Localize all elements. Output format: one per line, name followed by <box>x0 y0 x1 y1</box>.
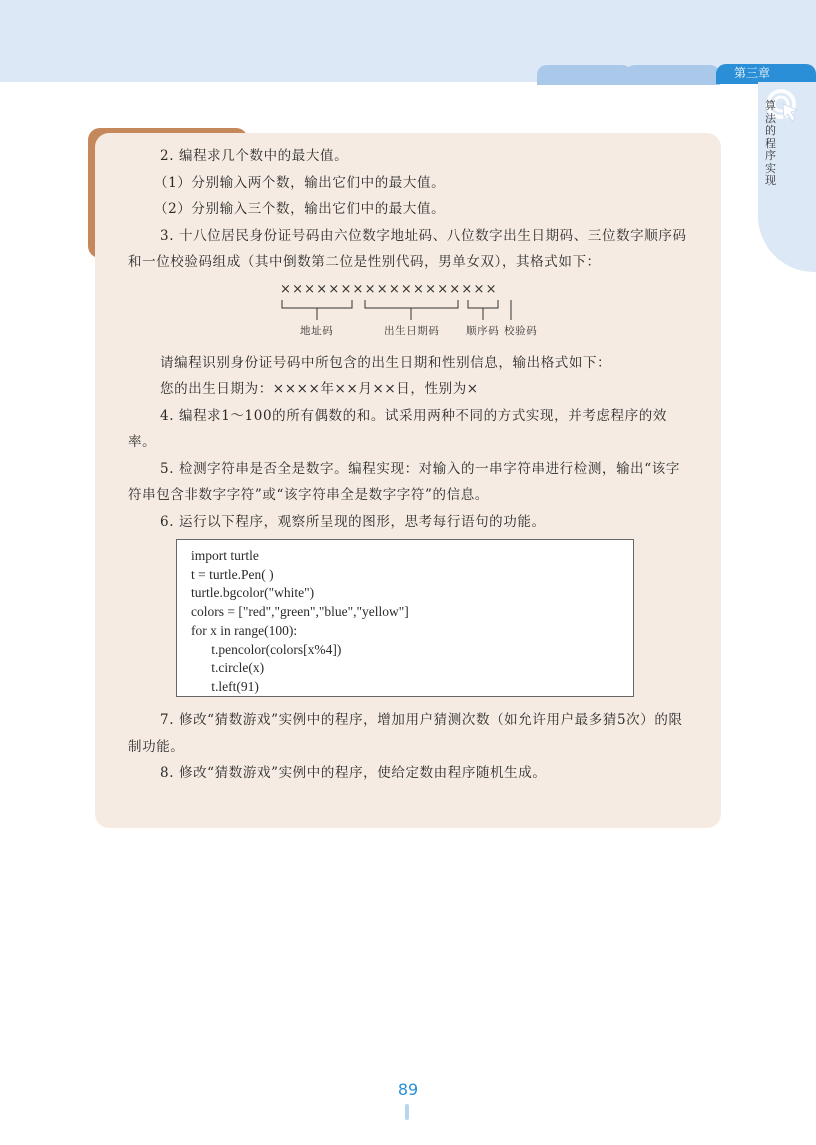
code-line: colors = ["red","green","blue","yellow"] <box>191 604 409 620</box>
page-number: 89 <box>397 1080 419 1099</box>
exercise-3-format: 您的出生日期为：××××年××月××日，性别为× <box>160 381 479 397</box>
exercise-3: 3. 十八位居民身份证号码由六位数字地址码、八位数字出生日期码、三位数字顺序码和一位校验码组成（其中倒数第二位是性别代码，男单女双），其格式如下： <box>128 227 687 270</box>
code-line: t.pencolor(colors[x%4]) <box>191 641 342 657</box>
label-sequence: 顺序码 <box>466 324 500 337</box>
code-box <box>176 539 634 697</box>
exercise-2-1: （1）分别输入两个数，输出它们中的最大值。 <box>154 174 446 191</box>
code-line: for x in range(100): <box>191 622 298 638</box>
page-number-bar <box>405 1104 409 1120</box>
exercise-2-2: （2）分别输入三个数，输出它们中的最大值。 <box>154 201 446 217</box>
exercise-4: 4. 编程求1～100的所有偶数的和。试采用两种不同的方式实现，并考虑程序的效率。 <box>128 407 667 450</box>
exercise-3-requirement: 请编程识别身份证号码中所包含的出生日期和性别信息，输出格式如下： <box>160 354 612 371</box>
code-line: t.left(91) <box>191 678 259 694</box>
exercise-5: 5. 检测字符串是否全是数字。编程实现：对输入的一串字符串进行检测，输出“该字符串包含非数字字符”或“该字符串全是数字字符”的信息。 <box>128 460 680 503</box>
label-birth: 出生日期码 <box>384 324 440 337</box>
label-check: 校验码 <box>504 324 538 337</box>
chapter-tab-placeholder-1 <box>537 65 632 85</box>
label-address: 地址码 <box>300 324 334 337</box>
exercise-8: 8. 修改“猜数游戏”实例中的程序，使给定数由程序随机生成。 <box>160 765 547 781</box>
side-chapter-title: 算法的程序实现 <box>765 99 776 187</box>
id-format-diagram <box>128 278 690 346</box>
code-line: import turtle <box>191 548 259 563</box>
code-line: turtle.bgcolor("white") <box>191 585 315 601</box>
exercise-content <box>128 143 690 787</box>
code-line: t.circle(x) <box>191 660 265 676</box>
exercise-6: 6. 运行以下程序，观察所呈现的图形，思考每行语句的功能。 <box>160 513 546 530</box>
exercise-2: 2. 编程求几个数中的最大值。 <box>160 148 349 164</box>
id-pattern: ×××××××××××××××××× <box>280 281 498 297</box>
chapter-tab-placeholder-2 <box>625 65 720 85</box>
chapter-tab: 第三章 <box>716 64 816 84</box>
exercise-7: 7. 修改“猜数游戏”实例中的程序，增加用户猜测次数（如允许用户最多猜5次）的限制功能。 <box>128 712 683 755</box>
code-line: t = turtle.Pen( ) <box>191 566 274 582</box>
